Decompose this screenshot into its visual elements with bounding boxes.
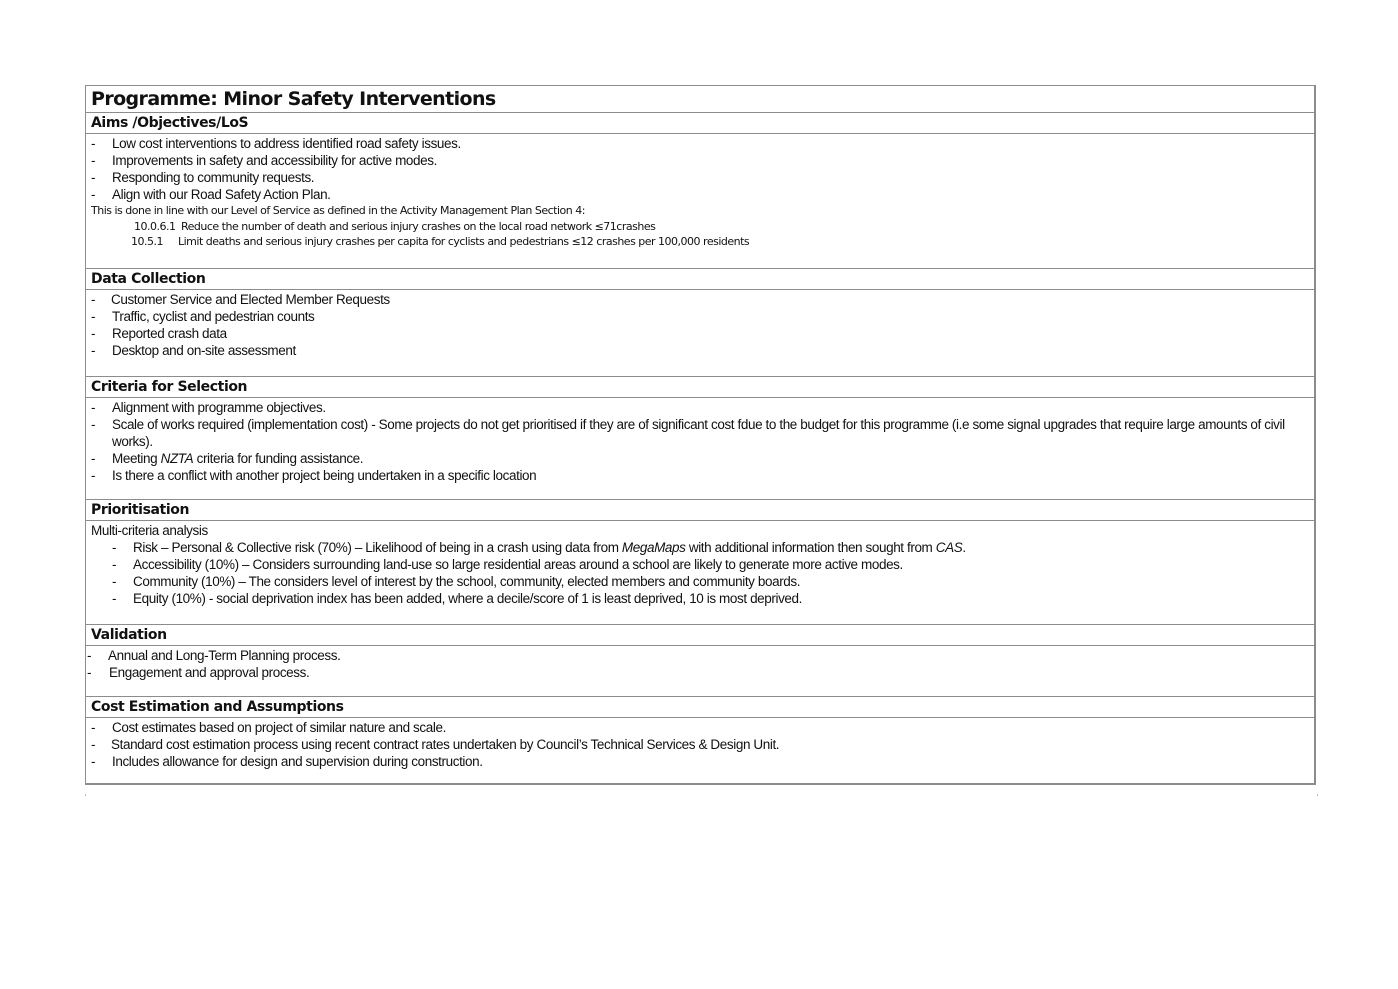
list-item: - Includes allowance for design and supervision during construction.	[91, 754, 483, 769]
list-item: - Alignment with programme objectives.	[91, 400, 326, 415]
section-heading-aims: Aims /Objectives/LoS	[86, 113, 1314, 134]
list-item: - Scale of works required (implementation cost) - Some projects do not get prioritised if they are of significant cost fdue to the budget for this programme (i.e some signal upgrades that require large amounts of civil works).	[91, 417, 1285, 449]
section-body-prioritisation	[86, 521, 1314, 624]
los-text: Reduce the number of death and serious injury crashes on the local road network ≤71crashes	[181, 220, 656, 233]
page-corner-mark	[1317, 794, 1318, 796]
list-item: - Customer Service and Elected Member Requests	[91, 292, 390, 307]
list-item: - Traffic, cyclist and pedestrian counts	[91, 309, 315, 324]
los-item	[86, 219, 1314, 234]
list-item: - Cost estimates based on project of similar nature and scale.	[91, 720, 446, 735]
section-body-cost	[86, 718, 1314, 783]
list-item: - Risk – Personal & Collective risk (70%) – Likelihood of being in a crash using data from MegaMaps with additional information then sought from CAS.	[112, 540, 966, 555]
list-item: - Low cost interventions to address identified road safety issues.	[91, 136, 461, 151]
page-corner-mark	[85, 794, 86, 796]
list-item: - Desktop and on-site assessment	[91, 343, 296, 358]
section-body-aims	[86, 134, 1314, 268]
list-item: - Community (10%) – The considers level of interest by the school, community, elected members and community boards.	[112, 574, 801, 589]
list-item: - Is there a conflict with another project being undertaken in a specific location	[91, 468, 537, 483]
document-page	[85, 85, 1316, 785]
section-heading-cost: Cost Estimation and Assumptions	[86, 696, 1314, 718]
list-item: - Equity (10%) - social deprivation index has been added, where a decile/score of 1 is least deprived, 10 is most deprived.	[112, 591, 802, 606]
section-body-validation	[86, 646, 1314, 696]
los-number: 10.5.1	[131, 235, 163, 248]
section-heading-prioritisation: Prioritisation	[86, 499, 1314, 521]
section-body-data-collection	[86, 290, 1314, 376]
list-item: - Meeting NZTA criteria for funding assistance.	[91, 451, 364, 466]
list-item: - Align with our Road Safety Action Plan.	[91, 187, 331, 202]
section-heading-validation: Validation	[86, 624, 1314, 646]
los-number: 10.0.6.1	[134, 220, 176, 233]
section-body-criteria	[86, 398, 1314, 499]
prioritisation-intro: Multi-criteria analysis	[91, 523, 208, 538]
list-item: - Accessibility (10%) – Considers surrounding land-use so large residential areas around a school are likely to generate more active modes.	[112, 557, 903, 572]
los-text: Limit deaths and serious injury crashes per capita for cyclists and pedestrians ≤12 crashes per 100,000 residents	[178, 235, 750, 248]
programme-title: Programme: Minor Safety Interventions	[86, 86, 1314, 113]
list-item: - Engagement and approval process.	[87, 665, 310, 680]
programme-table	[85, 85, 1316, 785]
list-item: - Standard cost estimation process using recent contract rates undertaken by Council’s Technical Services & Design Unit.	[91, 737, 780, 752]
list-item: - Responding to community requests.	[91, 170, 315, 185]
section-heading-criteria: Criteria for Selection	[86, 376, 1314, 398]
section-heading-data-collection: Data Collection	[86, 268, 1314, 290]
los-item	[86, 234, 1314, 249]
los-intro: This is done in line with our Level of Service as defined in the Activity Management Plan Section 4:	[91, 204, 585, 217]
list-item: - Annual and Long-Term Planning process.	[87, 648, 341, 663]
list-item: - Improvements in safety and accessibility for active modes.	[91, 153, 437, 168]
list-item: - Reported crash data	[91, 326, 227, 341]
